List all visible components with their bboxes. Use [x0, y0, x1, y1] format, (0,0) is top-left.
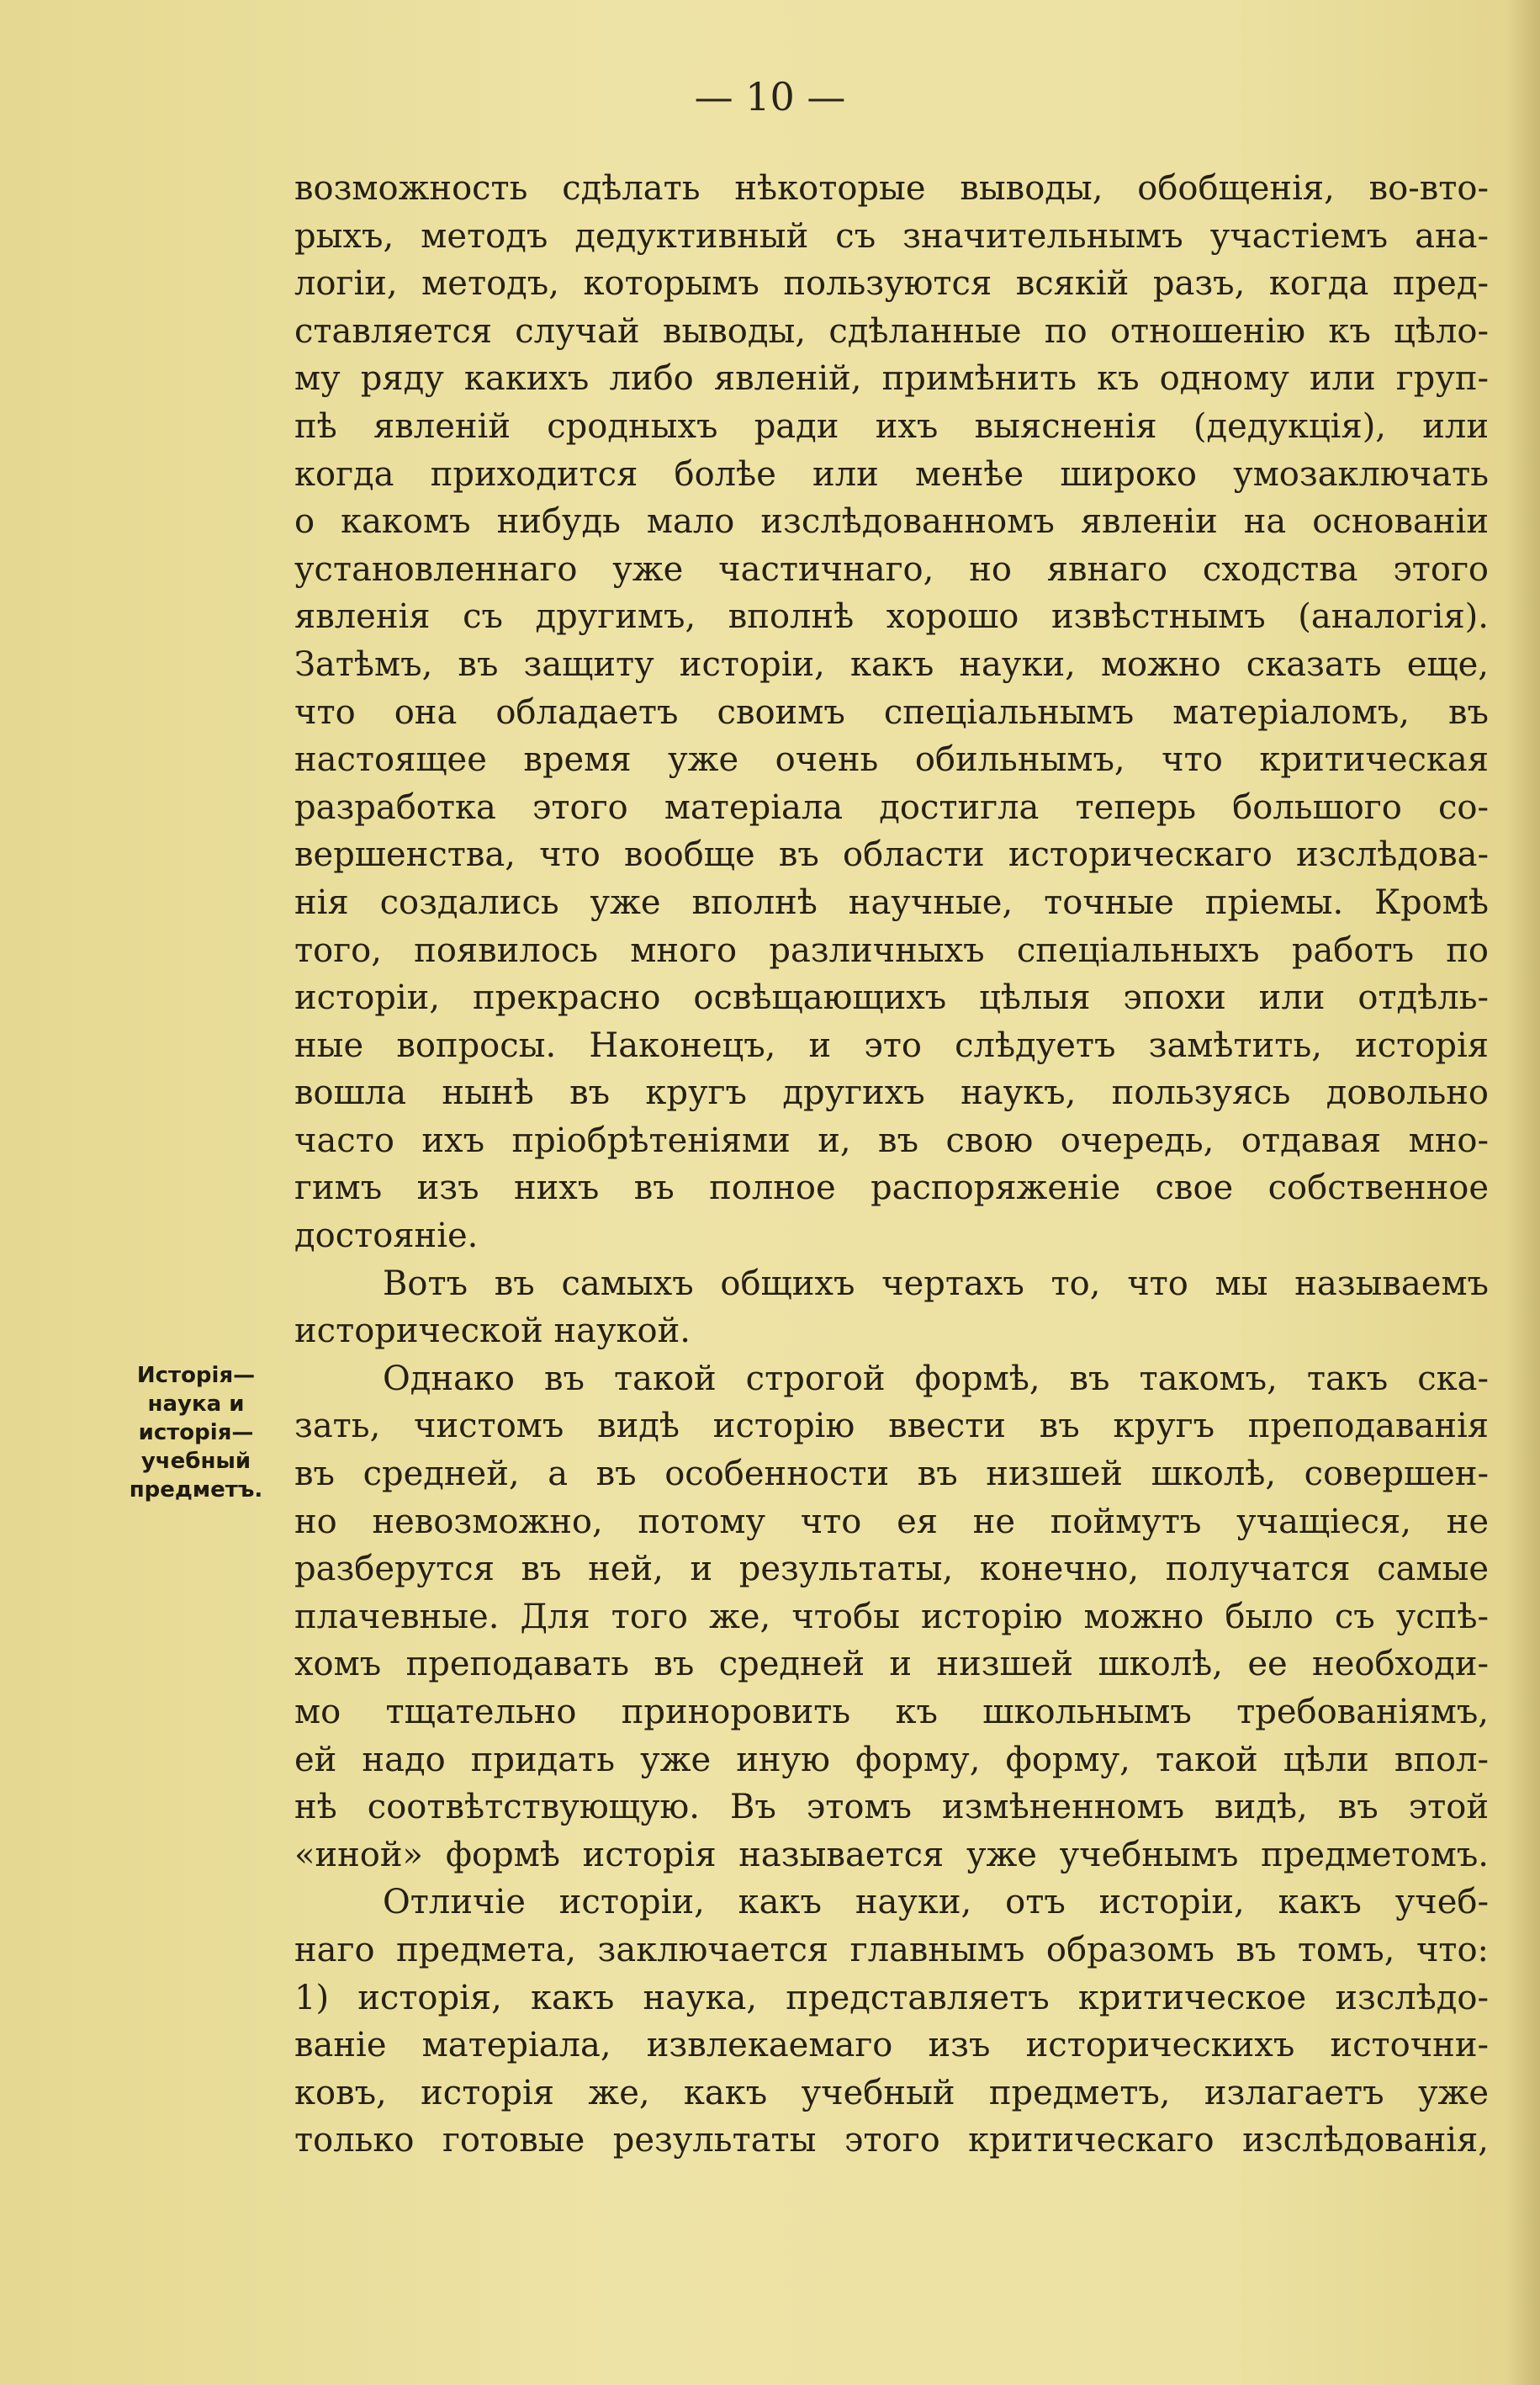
text-line: только готовые результаты этого критическаго изслѣдованія,: [294, 2121, 1489, 2160]
text-line: рыхъ, методъ дедуктивный съ значительнымъ участіемъ ана-: [294, 216, 1489, 256]
text-line: явленія съ другимъ, вполнѣ хорошо извѣстнымъ (аналогія).: [294, 597, 1489, 637]
text-line: ковъ, исторія же, какъ учебный предметъ, излагаетъ уже: [294, 2073, 1489, 2112]
text-line: установленнаго уже частичнаго, но явнаго сходства этого: [294, 549, 1489, 589]
text-line: но невозможно, потому что ея не поймутъ учащіеся, не: [294, 1502, 1489, 1541]
text-line: му ряду какихъ либо явленій, примѣнить къ одному или груп-: [294, 359, 1489, 399]
text-line: гимъ изъ нихъ въ полное распоряженіе свое собственное: [294, 1169, 1489, 1208]
body-text: [294, 165, 1489, 2165]
text-line: настоящее время уже очень обильнымъ, что критическая: [294, 740, 1489, 780]
text-line: въ средней, а въ особенности въ низшей школѣ, совершен-: [294, 1455, 1489, 1494]
text-line: логіи, методъ, которымъ пользуются всякій разъ, когда пред-: [294, 264, 1489, 304]
text-line: разберутся въ ней, и результаты, конечно, получатся самые: [294, 1550, 1489, 1589]
text-line: исторіи, прекрасно освѣщающихъ цѣлыя эпохи или отдѣль-: [294, 978, 1489, 1018]
text-line: ставляется случай выводы, сдѣланные по отношенію къ цѣло-: [294, 311, 1489, 351]
text-line: что она обладаетъ своимъ спеціальнымъ матеріаломъ, въ: [294, 692, 1489, 732]
text-line: когда приходится болѣе или менѣе широко умозаключать: [294, 454, 1489, 494]
text-line: 1) исторія, какъ наука, представляетъ критическое изслѣдо-: [294, 1978, 1489, 2017]
margin-note: [108, 1361, 284, 1504]
margin-note-line: предметъ.: [129, 1477, 263, 1503]
text-line: Затѣмъ, въ защиту исторіи, какъ науки, можно сказать еще,: [294, 644, 1489, 684]
text-line: вошла нынѣ въ кругъ другихъ наукъ, пользуясь довольно: [294, 1073, 1489, 1113]
text-line: ваніе матеріала, извлекаемаго изъ историческихъ источни-: [294, 2026, 1489, 2065]
text-line: того, появилось много различныхъ спеціальныхъ работъ по: [294, 930, 1489, 970]
text-line: «иной» формѣ исторія называется уже учебнымъ предметомъ.: [294, 1835, 1489, 1874]
margin-note-line: учебный: [140, 1449, 251, 1474]
text-line: нѣ соотвѣтствующую. Въ этомъ измѣненномъ видѣ, въ этой: [294, 1788, 1489, 1827]
text-line: Однако въ такой строгой формѣ, въ такомъ, такъ ска-: [383, 1359, 1489, 1398]
text-line: Отличіе исторіи, какъ науки, отъ исторіи, какъ учеб-: [383, 1883, 1489, 1922]
text-line: Вотъ въ самыхъ общихъ чертахъ то, что мы называемъ: [383, 1264, 1489, 1303]
text-line: хомъ преподавать въ средней и низшей школѣ, ее необходи-: [294, 1645, 1489, 1684]
text-line: ные вопросы. Наконецъ, и это слѣдуетъ замѣтить, исторія: [294, 1026, 1489, 1065]
text-line: пѣ явленій сродныхъ ради ихъ выясненія (дедукція), или: [294, 406, 1489, 446]
text-line: зать, чистомъ видѣ исторію ввести въ кругъ преподаванія: [294, 1407, 1489, 1446]
text-line: мо тщательно приноровить къ школьнымъ требованіямъ,: [294, 1693, 1489, 1731]
text-line: вершенства, что вообще въ области историческаго изслѣдова-: [294, 835, 1489, 875]
text-line: о какомъ нибудь мало изслѣдованномъ явленіи на основаніи: [294, 502, 1489, 542]
text-line: часто ихъ пріобрѣтеніями и, въ свою очередь, отдавая мно-: [294, 1121, 1489, 1160]
page-edge-shadow: [1506, 0, 1540, 2385]
margin-note-line: Исторія—: [136, 1363, 256, 1388]
page-number: — 10 —: [694, 74, 846, 119]
text-line: возможность сдѣлать нѣкоторые выводы, обобщенія, во-вто-: [294, 169, 1489, 208]
margin-note-line: наука и: [147, 1391, 245, 1417]
text-line: плачевные. Для того же, чтобы исторію можно было съ успѣ-: [294, 1597, 1489, 1636]
text-line: ей надо придать уже иную форму, форму, такой цѣли впол-: [294, 1740, 1489, 1779]
text-line: наго предмета, заключается главнымъ образомъ въ томъ, что:: [294, 1930, 1489, 1969]
margin-note-line: исторія—: [138, 1420, 254, 1445]
text-line: исторической наукой.: [294, 1312, 691, 1351]
text-line: разработка этого матеріала достигла теперь большого со-: [294, 787, 1489, 827]
text-line: нія создались уже вполнѣ научные, точные пріемы. Кромѣ: [294, 882, 1489, 922]
text-line: достояніе.: [294, 1216, 479, 1256]
